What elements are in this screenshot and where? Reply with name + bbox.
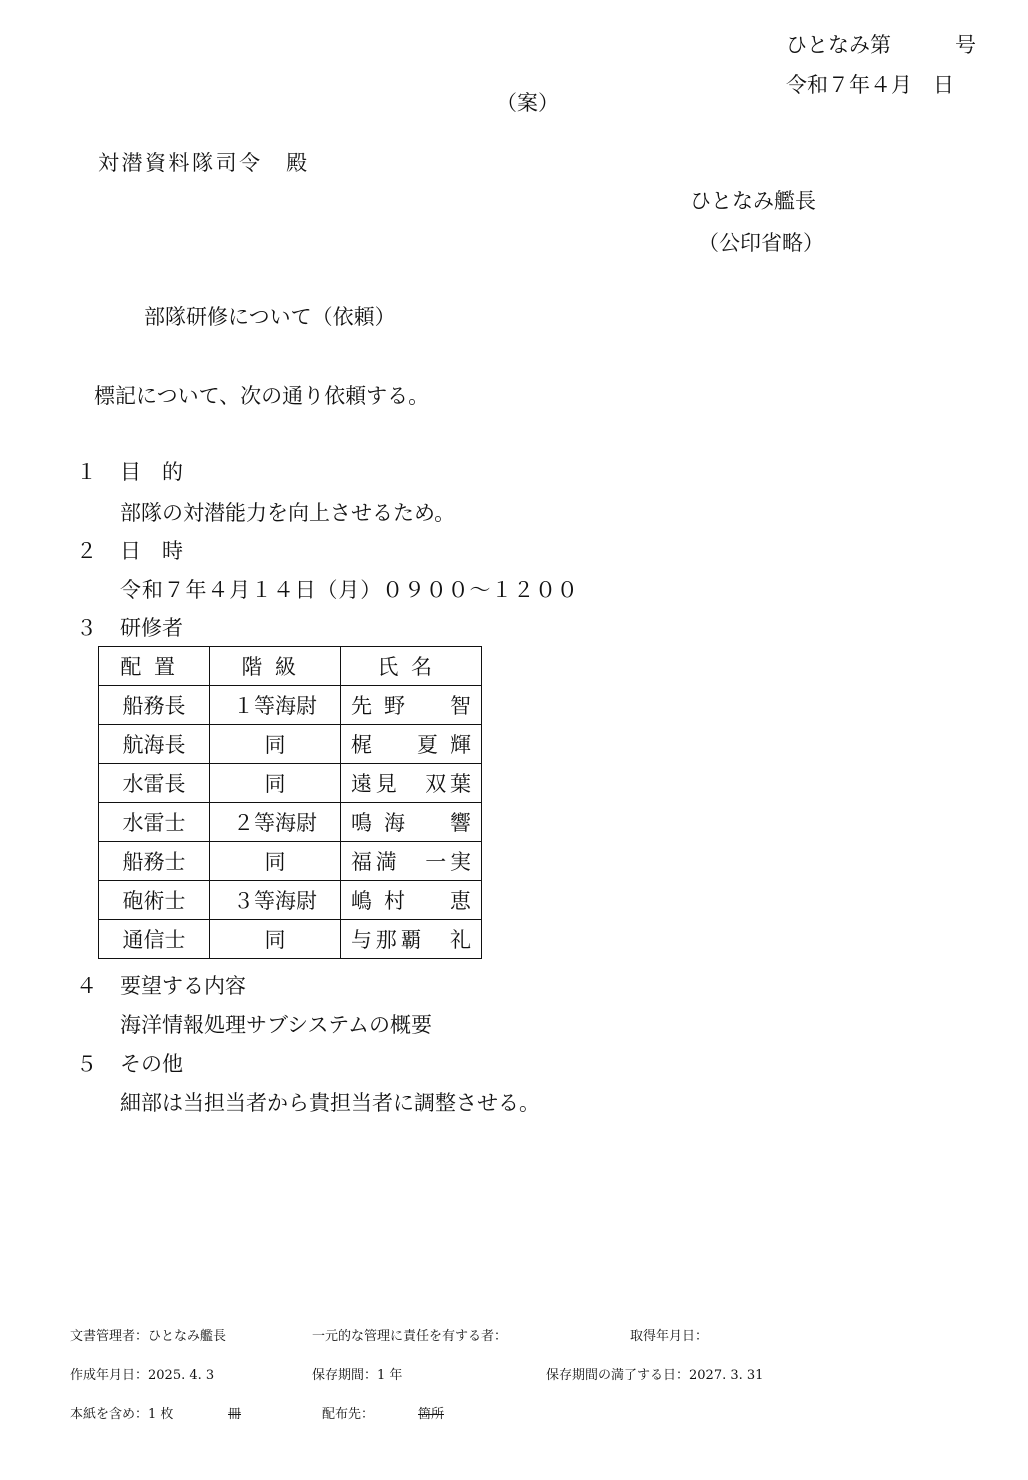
footer-acquired-date: 取得年月日： <box>630 1329 709 1344</box>
table-row <box>99 920 482 959</box>
footer-doc-manager: 文書管理者：ひとなみ艦長 <box>70 1329 227 1344</box>
section-1-content: 部隊の対潜能力を向上させるため。 <box>120 501 456 525</box>
cell-name: 遠見 双葉 <box>341 764 482 803</box>
section-4-number: ４ <box>76 974 97 998</box>
cell-name: 梶 夏輝 <box>341 725 482 764</box>
section-1-number: １ <box>76 460 97 484</box>
document-number-prefix: ひとなみ第 <box>786 33 891 57</box>
cell-name: 先野 智 <box>341 686 482 725</box>
section-3-number: ３ <box>76 616 97 640</box>
trainees-table <box>98 646 482 959</box>
document-date: 令和７年４月 日 <box>786 73 954 97</box>
footer-copies-mark: 冊 <box>228 1407 242 1422</box>
table-row <box>99 803 482 842</box>
table-row <box>99 764 482 803</box>
cell-position: 水雷士 <box>99 803 210 842</box>
cell-rank: 同 <box>210 764 341 803</box>
cell-rank: ３等海尉 <box>210 881 341 920</box>
sender-name: ひとなみ艦長 <box>690 189 816 213</box>
section-4-title: 要望する内容 <box>120 974 246 998</box>
document-number-suffix: 号 <box>955 33 976 57</box>
cell-rank: 同 <box>210 725 341 764</box>
footer-pages: 本紙を含め：1 枚 <box>70 1407 174 1422</box>
header-name: 氏名 <box>341 647 482 686</box>
footer-distribution-places: 箇所 <box>418 1407 445 1422</box>
document-number <box>786 30 976 60</box>
footer-retention-end: 保存期間の満了する日：2027. 3. 31 <box>546 1368 764 1383</box>
header-rank: 階級 <box>210 647 341 686</box>
cell-rank: 同 <box>210 920 341 959</box>
cell-name: 嶋村 恵 <box>341 881 482 920</box>
seal-note: （公印省略） <box>698 231 824 255</box>
cell-name: 福満 一実 <box>341 842 482 881</box>
section-2-number: ２ <box>76 539 97 563</box>
footer-distribution: 配布先： <box>322 1407 375 1422</box>
cell-position: 船務長 <box>99 686 210 725</box>
footer-created-date: 作成年月日：2025. 4. 3 <box>70 1368 215 1383</box>
section-5-content: 細部は当担当者から貴担当者に調整させる。 <box>120 1091 540 1115</box>
addressee: 対潜資料隊司令 殿 <box>98 151 310 175</box>
cell-position: 航海長 <box>99 725 210 764</box>
intro-text: 標記について、次の通り依頼する。 <box>94 384 430 408</box>
cell-rank: １等海尉 <box>210 686 341 725</box>
cell-position: 砲術士 <box>99 881 210 920</box>
footer-retention: 保存期間：1 年 <box>312 1368 403 1383</box>
cell-position: 船務士 <box>99 842 210 881</box>
section-2-title: 日 時 <box>120 539 183 563</box>
subject: 部隊研修について（依頼） <box>144 305 396 329</box>
cell-name: 与那覇 礼 <box>341 920 482 959</box>
cell-rank: 同 <box>210 842 341 881</box>
footer-responsible: 一元的な管理に責任を有する者： <box>312 1329 508 1344</box>
section-2-content: 令和７年４月１４日（月）０９００～１２００ <box>120 578 579 602</box>
section-3-title: 研修者 <box>120 616 183 640</box>
section-4-content: 海洋情報処理サブシステムの概要 <box>120 1013 433 1037</box>
cell-position: 水雷長 <box>99 764 210 803</box>
table-row <box>99 881 482 920</box>
section-5-number: ５ <box>76 1052 97 1076</box>
draft-mark: （案） <box>496 91 559 115</box>
table-row <box>99 686 482 725</box>
table-row <box>99 725 482 764</box>
header-position: 配置 <box>99 647 210 686</box>
section-5-title: その他 <box>120 1052 183 1076</box>
table-header-row <box>99 647 482 686</box>
cell-rank: ２等海尉 <box>210 803 341 842</box>
table-row <box>99 842 482 881</box>
section-1-title: 目 的 <box>120 460 183 484</box>
cell-position: 通信士 <box>99 920 210 959</box>
cell-name: 鳴海 響 <box>341 803 482 842</box>
